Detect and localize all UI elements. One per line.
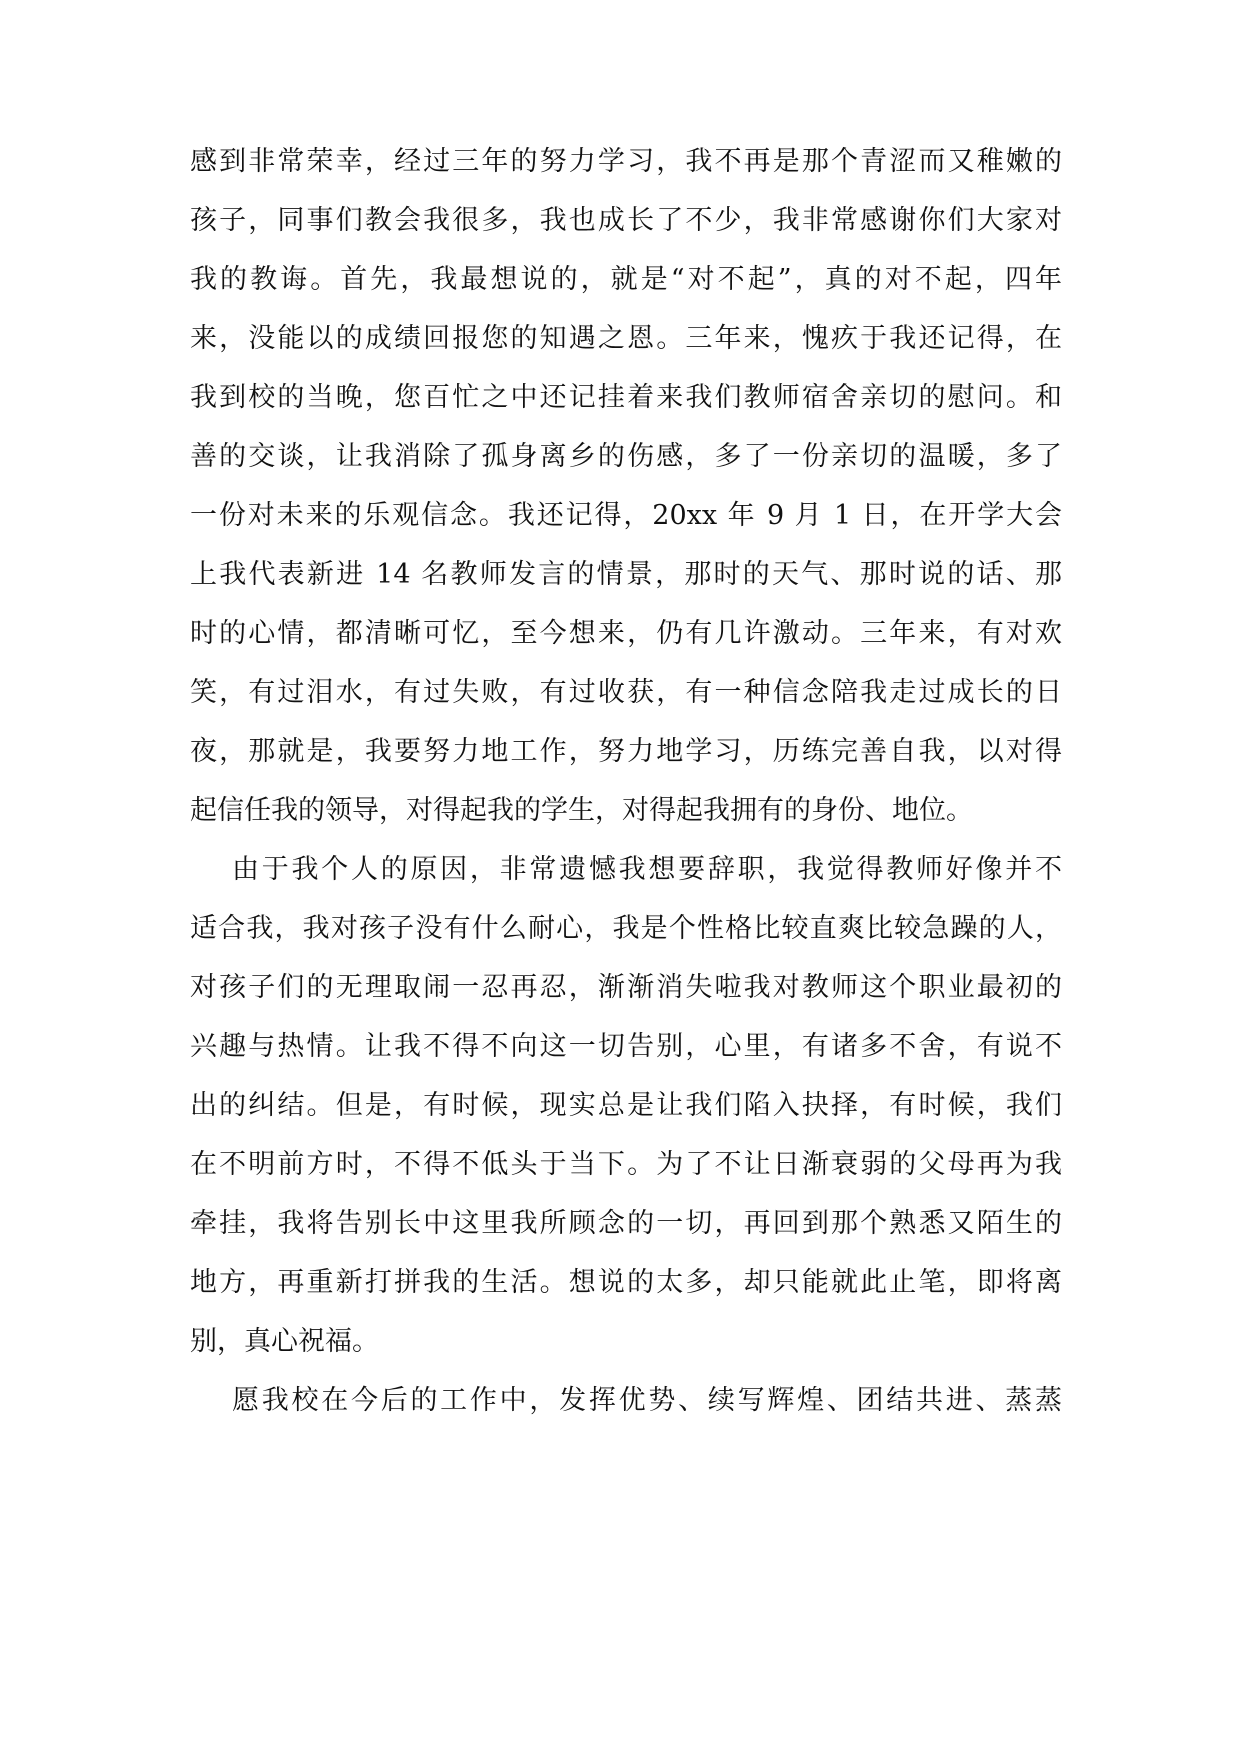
text-line: 时的心情，都清晰可忆，至今想来，仍有几许激动。三年来，有对欢 <box>190 618 1062 649</box>
text-line: 善的交谈，让我消除了孤身离乡的伤感，多了一份亲切的温暖，多了 <box>190 441 1062 472</box>
text-line: 地方，再重新打拼我的生活。想说的太多，却只能就此止笔，即将离 <box>190 1267 1062 1298</box>
text-line: 兴趣与热情。让我不得不向这一切告别，心里，有诸多不舍，有说不 <box>190 1031 1062 1062</box>
paragraph-first-line: 愿我校在今后的工作中，发挥优势、续写辉煌、团结共进、蒸蒸 <box>232 1385 1062 1416</box>
text-line: 我的教诲。首先，我最想说的，就是“对不起”，真的对不起，四年 <box>190 264 1062 295</box>
text-line: 我到校的当晚，您百忙之中还记挂着来我们教师宿舍亲切的慰问。和 <box>190 382 1062 413</box>
text-line: 牵挂，我将告别长中这里我所顾念的一切，再回到那个熟悉又陌生的 <box>190 1208 1062 1239</box>
text-line: 感到非常荣幸，经过三年的努力学习，我不再是那个青涩而又稚嫩的 <box>190 146 1062 177</box>
text-line: 孩子，同事们教会我很多，我也成长了不少，我非常感谢你们大家对 <box>190 205 1062 236</box>
text-line: 出的纠结。但是，有时候，现实总是让我们陷入抉择，有时候，我们 <box>190 1090 1062 1121</box>
text-line: 来，没能以的成绩回报您的知遇之恩。三年来，愧疚于我还记得，在 <box>190 323 1062 354</box>
text-line: 夜，那就是，我要努力地工作，努力地学习，历练完善自我，以对得 <box>190 736 1062 767</box>
text-line: 笑，有过泪水，有过失败，有过收获，有一种信念陪我走过成长的日 <box>190 677 1062 708</box>
text-line: 上我代表新进 14 名教师发言的情景，那时的天气、那时说的话、那 <box>190 559 1062 590</box>
text-line: 适合我，我对孩子没有什么耐心，我是个性格比较直爽比较急躁的人， <box>190 913 1062 944</box>
text-line: 在不明前方时，不得不低头于当下。为了不让日渐衰弱的父母再为我 <box>190 1149 1062 1180</box>
paragraph-first-line: 由于我个人的原因，非常遗憾我想要辞职，我觉得教师好像并不 <box>232 854 1062 885</box>
text-line: 一份对未来的乐观信念。我还记得，20xx 年 9 月 1 日，在开学大会 <box>190 500 1062 531</box>
paragraph-end-line: 别，真心祝福。 <box>190 1326 379 1357</box>
text-line: 对孩子们的无理取闹一忍再忍，渐渐消失啦我对教师这个职业最初的 <box>190 972 1062 1003</box>
paragraph-end-line: 起信任我的领导，对得起我的学生，对得起我拥有的身份、地位。 <box>190 795 973 826</box>
